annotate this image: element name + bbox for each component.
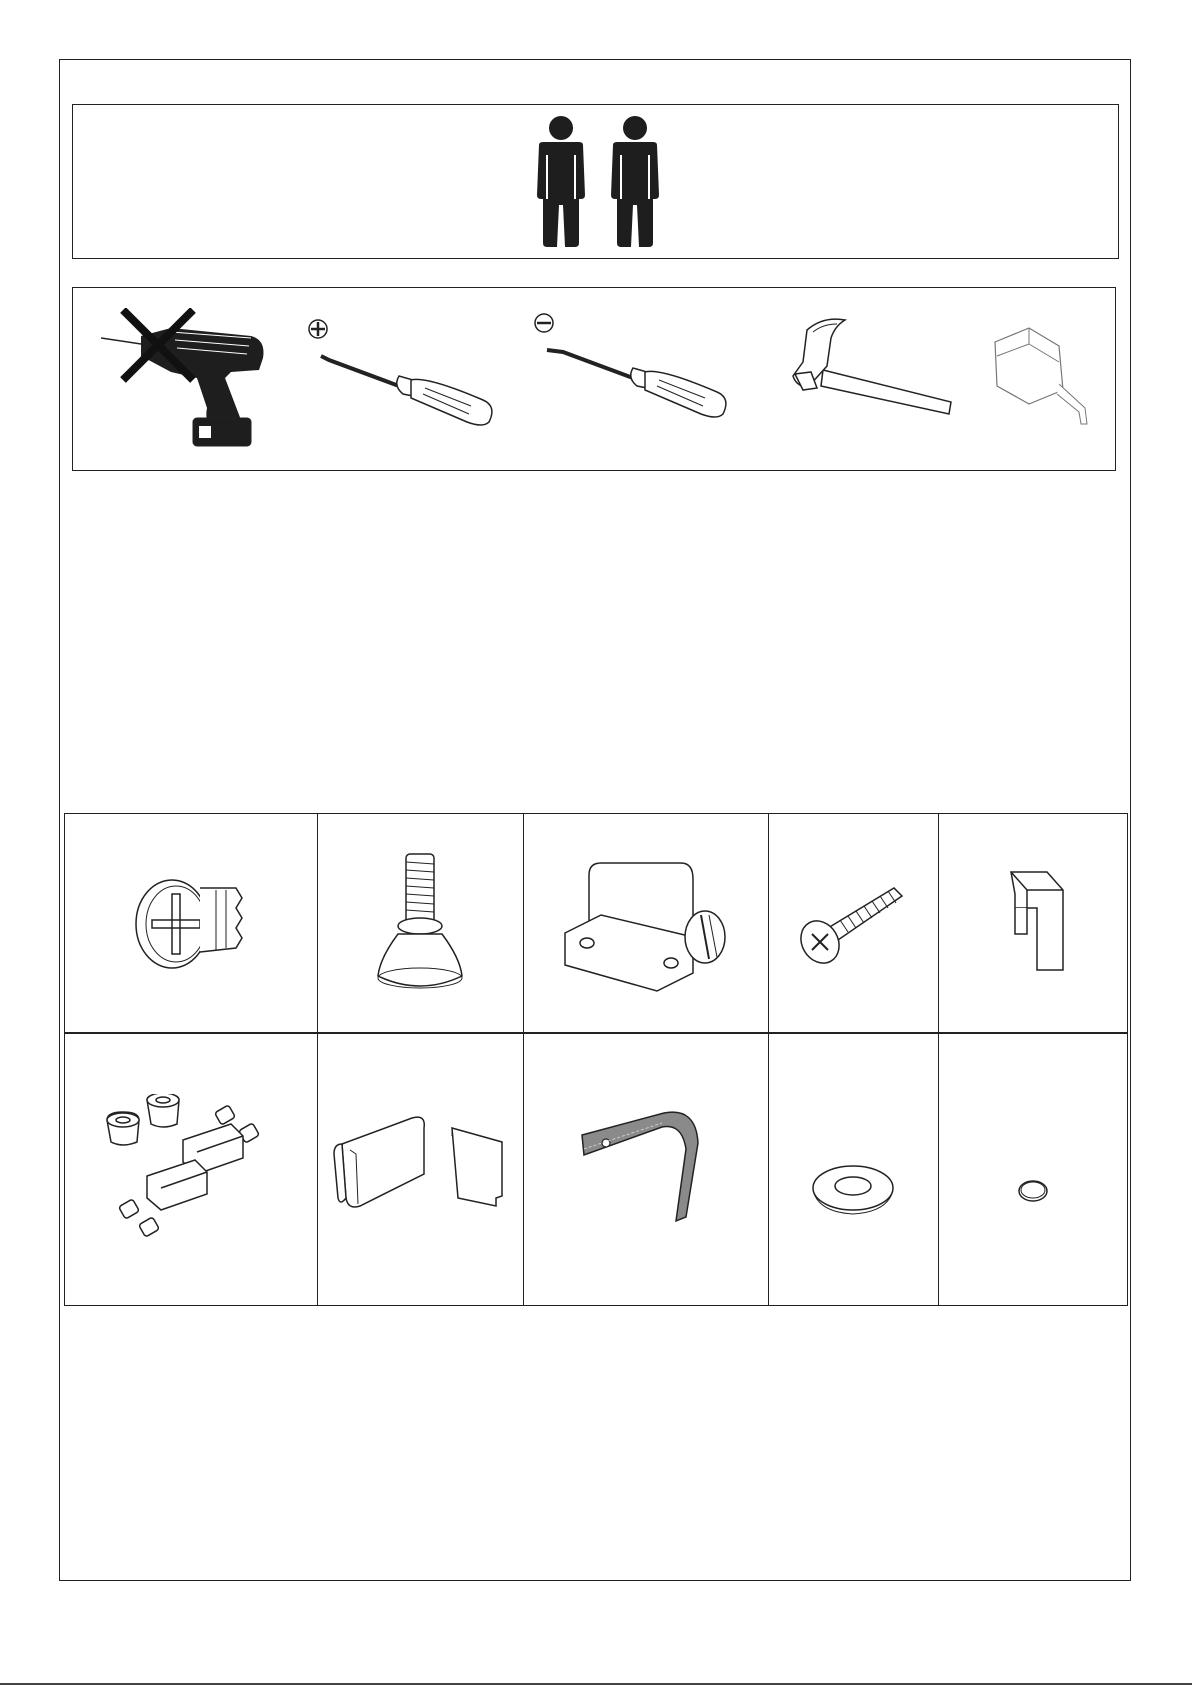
person-icon <box>533 115 589 247</box>
flathead-screwdriver-icon <box>533 312 733 428</box>
no-power-drill-icon <box>101 308 291 458</box>
glass-clip-pair-icon <box>317 1032 523 1305</box>
tape-measure-icon <box>989 324 1099 434</box>
glass-hinge-set-icon <box>65 1032 317 1305</box>
magnetic-door-catch-icon <box>523 814 768 1032</box>
required-tools-panel <box>72 287 1116 471</box>
person-icon <box>607 115 663 247</box>
hammer-icon <box>783 310 963 430</box>
leveling-foot-icon <box>317 814 523 1032</box>
flat-washer-icon <box>768 1032 938 1305</box>
hardware-parts-table <box>64 813 1128 1306</box>
split-ring-icon <box>938 1032 1127 1305</box>
phillips-screw-icon <box>768 814 938 1032</box>
two-person-assembly-panel <box>72 104 1119 259</box>
cam-lock-screw-icon <box>65 814 317 1032</box>
phillips-screwdriver-icon <box>307 318 497 428</box>
metal-bracket-icon <box>523 1032 768 1305</box>
shelf-clip-icon <box>938 814 1127 1032</box>
